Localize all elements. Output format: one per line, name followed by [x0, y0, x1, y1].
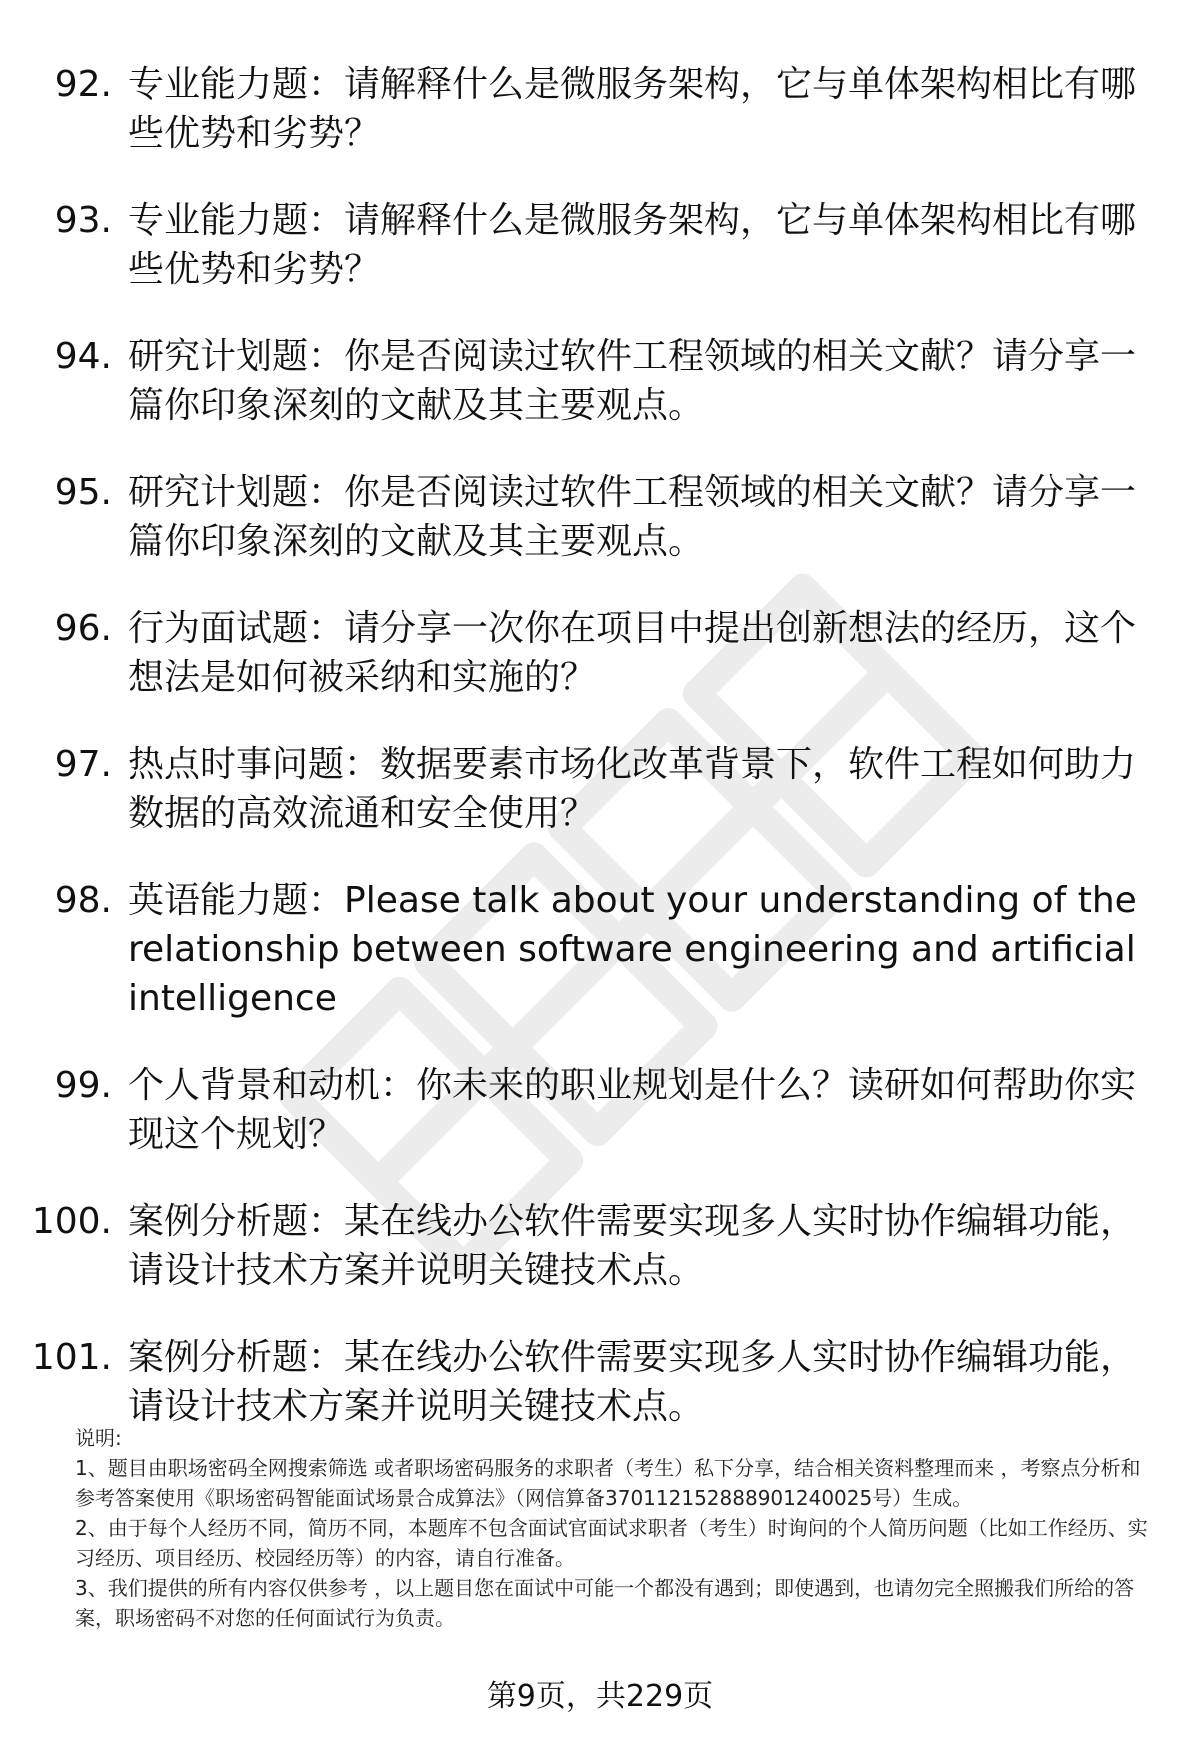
question-number: 97.: [54, 744, 112, 785]
question-item: [0, 196, 1200, 294]
question-number: 98.: [54, 880, 112, 921]
page-number: 第9页，共229页: [486, 1679, 714, 1714]
question-item: [0, 1333, 1200, 1431]
question-text: 研究计划题：你是否阅读过软件工程领域的相关文献？请分享一篇你印象深刻的文献及其主要观点。: [128, 472, 1137, 562]
question-item: [0, 468, 1200, 566]
note-item: 1、题目由职场密码全网搜索筛选 或者职场密码服务的求职者（考生）私下分享，结合相关资料整理而来 ，考察点分析和参考答案使用《职场密码智能面试场景合成算法》（网信算备370112152888901240025号）生成。: [75, 1456, 1141, 1510]
question-text: 案例分析题：某在线办公软件需要实现多人实时协作编辑功能，请设计技术方案并说明关键技术点。: [128, 1201, 1137, 1291]
question-text: 研究计划题：你是否阅读过软件工程领域的相关文献？请分享一篇你印象深刻的文献及其主要观点。: [128, 336, 1137, 426]
question-number: 95.: [54, 472, 112, 513]
notes-heading: 说明:: [75, 1426, 122, 1450]
question-number: 99.: [54, 1065, 112, 1106]
question-text: 行为面试题：请分享一次你在项目中提出创新想法的经历，这个想法是如何被采纳和实施的？: [128, 608, 1137, 698]
question-item: [0, 332, 1200, 430]
question-item: [0, 60, 1200, 158]
note-item: 3、我们提供的所有内容仅供参考 ，以上题目您在面试中可能一个都没有遇到；即使遇到，也请勿完全照搬我们所给的答案，职场密码不对您的任何面试行为负责。: [75, 1576, 1135, 1630]
question-text: 个人背景和动机：你未来的职业规划是什么？读研如何帮助你实现这个规划？: [128, 1065, 1137, 1155]
question-text: 专业能力题：请解释什么是微服务架构，它与单体架构相比有哪些优势和劣势？: [128, 200, 1137, 290]
note-item: 2、由于每个人经历不同，简历不同，本题库不包含面试官面试求职者（考生）时询问的个人简历问题（比如工作经历、实习经历、项目经历、校园经历等）的内容，请自行准备。: [75, 1516, 1148, 1570]
question-list: [0, 60, 1200, 1469]
question-number: 100.: [31, 1201, 112, 1242]
question-number: 96.: [54, 608, 112, 649]
question-item: [0, 1061, 1200, 1159]
question-number: 101.: [31, 1337, 112, 1378]
question-text: 热点时事问题：数据要素市场化改革背景下，软件工程如何助力数据的高效流通和安全使用？: [128, 744, 1137, 834]
question-number: 93.: [54, 200, 112, 241]
question-item: [0, 876, 1200, 1023]
notes-section: [75, 1423, 1150, 1633]
question-number: 92.: [54, 64, 112, 105]
question-item: [0, 604, 1200, 702]
question-number: 94.: [54, 336, 112, 377]
question-item: [0, 740, 1200, 838]
question-text: 案例分析题：某在线办公软件需要实现多人实时协作编辑功能，请设计技术方案并说明关键技术点。: [128, 1337, 1137, 1427]
question-text: 英语能力题：Please talk about your understanding of the relationship between software engineering and artificial intelligence: [128, 880, 1137, 1019]
question-text: 专业能力题：请解释什么是微服务架构，它与单体架构相比有哪些优势和劣势？: [128, 64, 1137, 154]
question-item: [0, 1197, 1200, 1295]
